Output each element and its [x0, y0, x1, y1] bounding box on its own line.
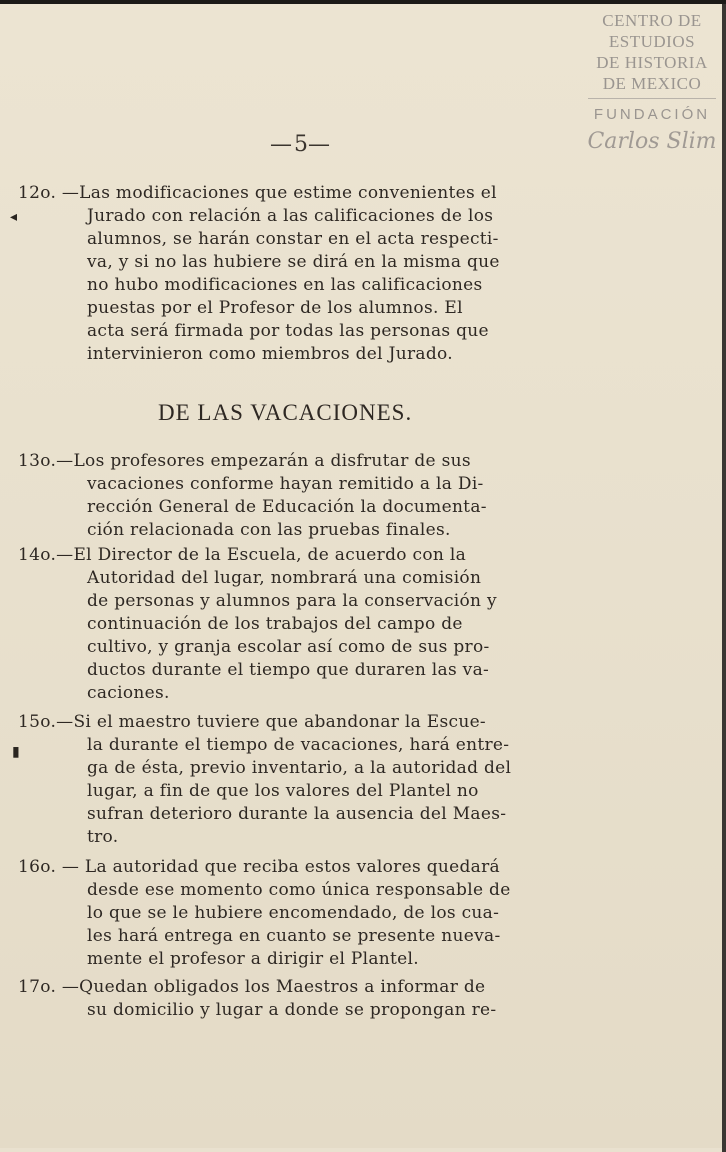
stamp-line: DE MEXICO — [602, 74, 702, 93]
text-line: 15o.—Si el maestro tuviere que abandonar la Escue- — [18, 712, 486, 732]
text-line: la durante el tiempo de vacaciones, hará entre- — [87, 735, 510, 755]
text-line: Autoridad del lugar, nombrará una comisión — [87, 568, 482, 588]
text-line: alumnos, se harán constar en el acta respecti- — [87, 229, 499, 249]
text-line: no hubo modificaciones en las calificaciones — [87, 275, 483, 295]
text-line: ductos durante el tiempo que duraren las va- — [87, 660, 490, 680]
archive-stamp — [582, 10, 722, 155]
text-line: 13o.—Los profesores empezarán a disfrutar de sus — [18, 451, 471, 471]
text-line: de personas y alumnos para la conservación y — [87, 591, 497, 611]
stamp-line: CENTRO DE — [602, 11, 702, 30]
text-line: acta será firmada por todas las personas que — [87, 321, 489, 341]
text-line: continuación de los trabajos del campo de — [87, 614, 463, 634]
section-heading: DE LAS VACACIONES. — [158, 400, 413, 425]
text-line: vacaciones conforme hayan remitido a la Di- — [87, 474, 484, 494]
text-line: Jurado con relación a las calificaciones de los — [87, 206, 494, 226]
text-line: intervinieron como miembros del Jurado. — [87, 344, 453, 364]
text-line: sufran deterioro durante la ausencia del Maes- — [87, 804, 507, 824]
page-edge — [722, 4, 726, 1152]
text-line: 16o. — La autoridad que reciba estos valores quedará — [18, 857, 500, 877]
text-line: lo que se le hubiere encomendado, de los cua- — [87, 903, 500, 923]
text-line: tro. — [87, 827, 119, 847]
text-line: les hará entrega en cuanto se presente nueva- — [87, 926, 501, 946]
article-14 — [18, 544, 598, 705]
stamp-foundation: FUNDACIÓN — [593, 106, 711, 123]
margin-mark: ◂ — [10, 209, 18, 225]
page-number-value: 5 — [294, 132, 308, 157]
text-line: va, y si no las hubiere se dirá en la misma que — [87, 252, 500, 272]
text-line: 12o. —Las modificaciones que estime convenientes el — [18, 183, 497, 203]
text-line: desde ese momento como única responsable de — [87, 880, 511, 900]
article-12 — [18, 182, 598, 366]
article-13 — [18, 450, 598, 542]
text-line: ga de ésta, previo inventario, a la autoridad del — [87, 758, 512, 778]
article-17 — [18, 976, 598, 1022]
text-line: cultivo, y granja escolar así como de sus pro- — [87, 637, 490, 657]
stamp-line: DE HISTORIA — [596, 53, 708, 72]
stamp-signature: Carlos Slim — [587, 129, 717, 154]
text-line: su domicilio y lugar a donde se propongan re- — [87, 1000, 497, 1020]
text-line: mente el profesor a dirigir el Plantel. — [87, 949, 419, 969]
margin-mark: ▮ — [12, 744, 20, 760]
text-line: 14o.—El Director de la Escuela, de acuerdo con la — [18, 545, 467, 565]
article-15 — [18, 711, 598, 849]
text-line: caciones. — [87, 683, 170, 703]
text-line: 17o. —Quedan obligados los Maestros a informar de — [18, 977, 486, 997]
page-number: —5— — [270, 132, 332, 157]
stamp-line: ESTUDIOS — [608, 32, 696, 51]
text-line: lugar, a fin de que los valores del Plantel no — [87, 781, 479, 801]
text-line: puestas por el Profesor de los alumnos. El — [87, 298, 463, 318]
text-line: rección General de Educación la documenta- — [87, 497, 487, 517]
text-line: ción relacionada con las pruebas finales. — [87, 520, 451, 540]
stamp-divider — [588, 98, 716, 99]
article-16 — [18, 856, 598, 971]
